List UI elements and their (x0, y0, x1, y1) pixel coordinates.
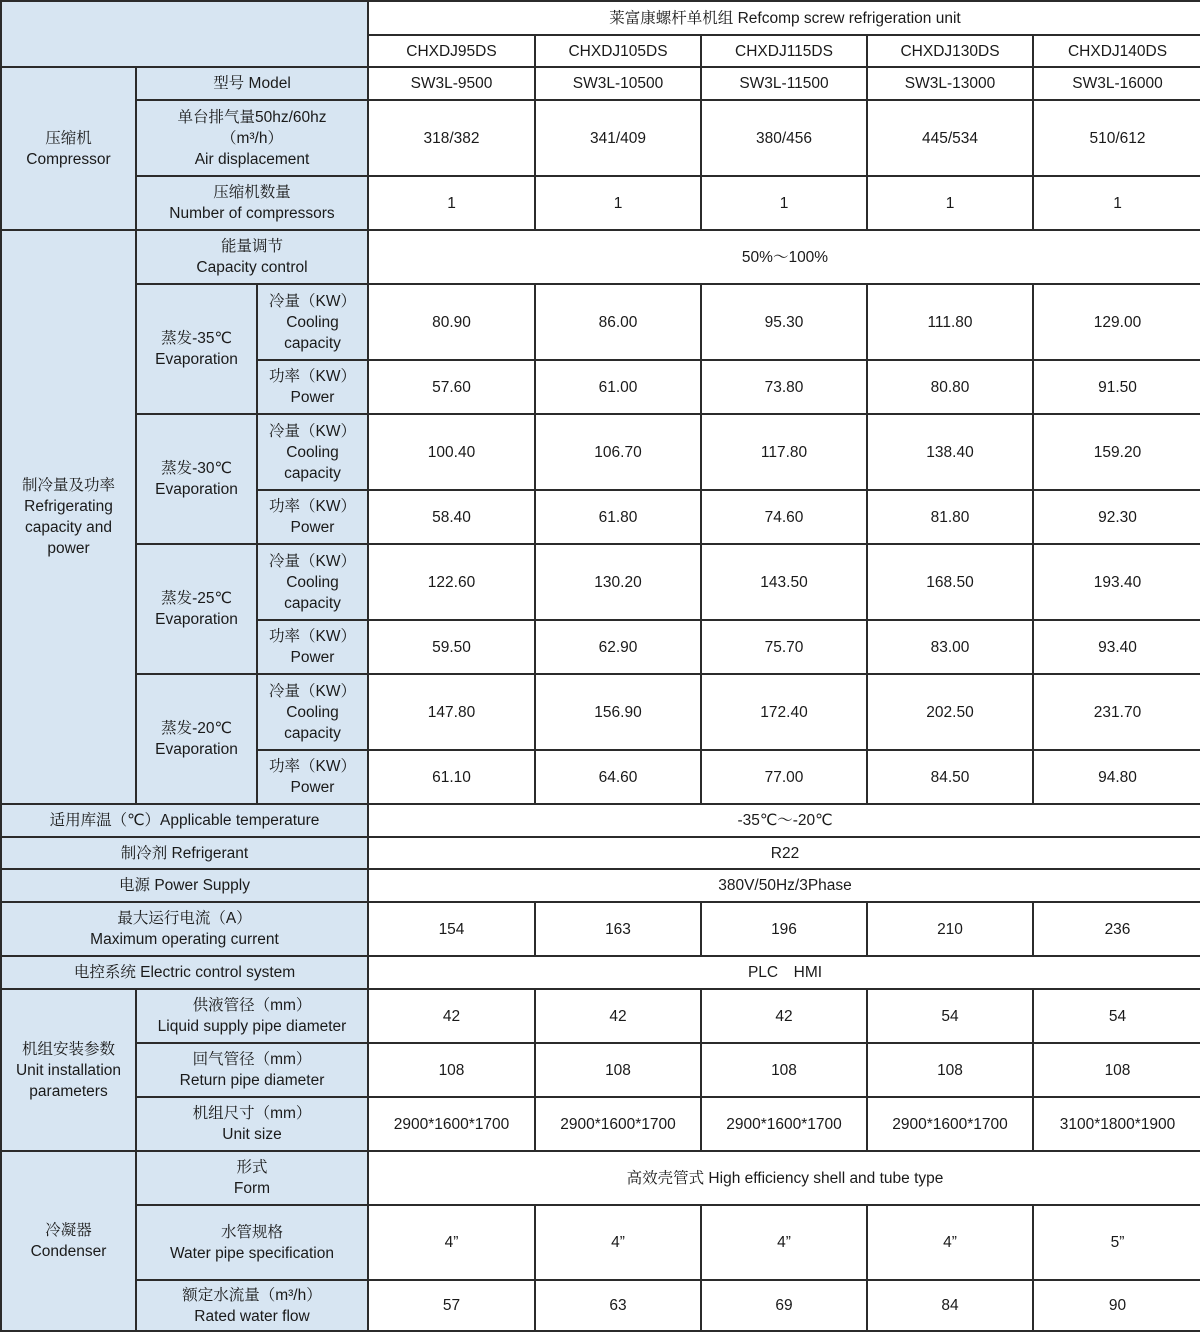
value-cell: 111.80 (867, 284, 1033, 360)
label-line: capacity (284, 594, 341, 612)
label-line: 蒸发-35℃ (161, 330, 232, 347)
label-line: Air displacement (194, 150, 310, 168)
label-line: 冷量（KW） (269, 422, 356, 440)
value-cell: 4” (535, 1205, 701, 1280)
label-line: Capacity control (196, 259, 308, 276)
power-supply-row (1, 869, 1200, 902)
row-label (136, 989, 368, 1043)
label-line: Evaporation (155, 741, 238, 758)
value-cell: 69 (701, 1280, 867, 1331)
model-name-cell: CHXDJ140DS (1033, 35, 1200, 67)
value-cell: 86.00 (535, 284, 701, 360)
value-cell: 54 (867, 989, 1033, 1043)
value-cell: 163 (535, 902, 701, 956)
value-cell: 42 (701, 989, 867, 1043)
value-cell: 210 (867, 902, 1033, 956)
unit-size-row (1, 1097, 1200, 1151)
label-line: power (47, 540, 90, 557)
cooling-row-minus30 (1, 414, 1200, 490)
label-line: Number of compressors (169, 205, 335, 222)
value-cell: 138.40 (867, 414, 1033, 490)
label-line: 冷量（KW） (269, 292, 356, 310)
label-line: Cooling (286, 443, 339, 461)
model-name-cell: CHXDJ130DS (867, 35, 1033, 67)
value-cell: 58.40 (368, 490, 535, 544)
water-flow-row (1, 1280, 1200, 1331)
applicable-temperature-row (1, 804, 1200, 837)
value-cell: 108 (368, 1043, 535, 1097)
label-line: 冷量（KW） (269, 552, 356, 570)
label-line: 机组安装参数 (21, 1040, 115, 1058)
label-line: 蒸发-25℃ (161, 590, 232, 607)
value-cell: 100.40 (368, 414, 535, 490)
condenser-group-label (1, 1151, 136, 1331)
value-cell: 4” (368, 1205, 535, 1280)
label-line: 电控系统 Electric control system (73, 964, 296, 981)
label-line: Compressor (26, 150, 111, 168)
row-label (136, 1151, 368, 1205)
value-cell-span: R22 (368, 837, 1200, 869)
value-cell: 4” (867, 1205, 1033, 1280)
value-cell: 93.40 (1033, 620, 1200, 674)
value-cell: 80.90 (368, 284, 535, 360)
label-line: capacity (284, 334, 341, 352)
value-cell: 42 (368, 989, 535, 1043)
label-line: 蒸发-20℃ (161, 720, 232, 737)
label-line: Refrigerating (24, 498, 113, 515)
label-line: Evaporation (155, 351, 238, 368)
max-current-row (1, 902, 1200, 956)
condenser-form-row (1, 1151, 1200, 1205)
row-label (1, 956, 368, 989)
water-pipe-row (1, 1205, 1200, 1280)
label-line: 制冷量及功率 (21, 477, 115, 494)
label-line: Power (290, 519, 335, 536)
capacity-control-row (1, 230, 1200, 284)
value-cell: 129.00 (1033, 284, 1200, 360)
value-cell-span: PLC HMI (368, 956, 1200, 989)
compressor-count-row (1, 176, 1200, 230)
value-cell: 2900*1600*1700 (535, 1097, 701, 1151)
label-line: 最大运行电流（A） (117, 910, 252, 927)
value-cell: 92.30 (1033, 490, 1200, 544)
row-label (1, 869, 368, 902)
air-displacement-row (1, 100, 1200, 176)
value-cell: 2900*1600*1700 (368, 1097, 535, 1151)
label-line: Rated water flow (194, 1307, 310, 1325)
evaporation-label (136, 284, 257, 414)
label-line: 能量调节 (220, 238, 283, 255)
value-cell: 63 (535, 1280, 701, 1331)
value-cell: 2900*1600*1700 (701, 1097, 867, 1151)
value-cell: 54 (1033, 989, 1200, 1043)
value-cell: 1 (867, 176, 1033, 230)
power-label (257, 620, 368, 674)
value-cell: 2900*1600*1700 (867, 1097, 1033, 1151)
model-name-cell: CHXDJ115DS (701, 35, 867, 67)
row-label (1, 837, 368, 869)
refrigeration-group-label (1, 230, 136, 804)
value-cell: 154 (368, 902, 535, 956)
value-cell: 80.80 (867, 360, 1033, 414)
value-cell: 94.80 (1033, 750, 1200, 804)
control-system-row (1, 956, 1200, 989)
label-line: Cooling (286, 313, 339, 331)
value-cell: 84 (867, 1280, 1033, 1331)
row-label (136, 1097, 368, 1151)
value-cell: 1 (701, 176, 867, 230)
value-cell: 59.50 (368, 620, 535, 674)
value-cell: 159.20 (1033, 414, 1200, 490)
value-cell: 318/382 (368, 100, 535, 176)
header-row-title (1, 1, 1200, 35)
label-line: 蒸发-30℃ (161, 460, 232, 477)
row-label (136, 1205, 368, 1280)
model-header-cell (1, 1, 368, 67)
liquid-pipe-row (1, 989, 1200, 1043)
label-line: Condenser (30, 1243, 107, 1260)
label-line: Cooling (286, 573, 339, 591)
value-cell: 108 (535, 1043, 701, 1097)
label-line: 电源 Power Supply (119, 877, 250, 894)
value-cell: 231.70 (1033, 674, 1200, 750)
label-line: （m³/h） (220, 129, 283, 147)
label-line: Maximum operating current (90, 931, 279, 948)
value-cell: SW3L-13000 (867, 67, 1033, 100)
value-cell: 64.60 (535, 750, 701, 804)
value-cell: 90 (1033, 1280, 1200, 1331)
value-cell: 1 (368, 176, 535, 230)
label-line: Power (290, 389, 335, 406)
label-line: Power (290, 649, 335, 666)
value-cell: 445/534 (867, 100, 1033, 176)
label-line: Water pipe specification (170, 1244, 334, 1262)
value-cell: 108 (701, 1043, 867, 1097)
value-cell: SW3L-10500 (535, 67, 701, 100)
label-line: 冷凝器 (45, 1222, 92, 1239)
label-line: Unit size (222, 1126, 282, 1143)
compressor-group-label (1, 67, 136, 230)
value-cell: 1 (1033, 176, 1200, 230)
evaporation-label (136, 414, 257, 544)
cooling-row-minus20 (1, 674, 1200, 750)
value-cell: 130.20 (535, 544, 701, 620)
label-line: 制冷剂 Refrigerant (120, 844, 249, 862)
label-line: 型号 Model (213, 75, 291, 92)
value-cell: SW3L-11500 (701, 67, 867, 100)
evaporation-label (136, 674, 257, 804)
value-cell: 61.00 (535, 360, 701, 414)
value-cell: 196 (701, 902, 867, 956)
row-label (136, 1043, 368, 1097)
label-line: 适用库温（℃）Applicable temperature (49, 812, 320, 829)
value-cell: SW3L-16000 (1033, 67, 1200, 100)
label-line: 回气管径（mm） (192, 1051, 312, 1068)
value-cell: 3100*1800*1900 (1033, 1097, 1200, 1151)
row-label (136, 176, 368, 230)
value-cell: SW3L-9500 (368, 67, 535, 100)
compressor-model-row (1, 67, 1200, 100)
label-line: 单台排气量50hz/60hz (177, 108, 327, 126)
cooling-label (257, 414, 368, 490)
value-cell-span: 380V/50Hz/3Phase (368, 869, 1200, 902)
value-cell: 380/456 (701, 100, 867, 176)
label-line: capacity (284, 464, 341, 482)
value-cell: 156.90 (535, 674, 701, 750)
label-line: Power (290, 779, 335, 796)
power-label (257, 360, 368, 414)
label-line: parameters (29, 1082, 108, 1100)
value-cell: 91.50 (1033, 360, 1200, 414)
label-line: Liquid supply pipe diameter (157, 1018, 347, 1035)
installation-group-label (1, 989, 136, 1151)
row-label (1, 804, 368, 837)
value-cell: 117.80 (701, 414, 867, 490)
label-line: 形式 (236, 1159, 268, 1176)
label-line: 机组尺寸（mm） (192, 1105, 312, 1122)
value-cell: 341/409 (535, 100, 701, 176)
value-cell: 61.80 (535, 490, 701, 544)
label-line: 功率（KW） (269, 368, 356, 385)
value-cell-span: -35℃～-20℃ (368, 804, 1200, 837)
cooling-label (257, 674, 368, 750)
label-line: Evaporation (155, 481, 238, 498)
model-name-cell: CHXDJ105DS (535, 35, 701, 67)
label-line: Unit installation (15, 1061, 122, 1079)
cooling-row-minus25 (1, 544, 1200, 620)
row-label (1, 902, 368, 956)
row-label (136, 1280, 368, 1331)
power-label (257, 490, 368, 544)
value-cell: 57.60 (368, 360, 535, 414)
value-cell: 42 (535, 989, 701, 1043)
row-label (136, 67, 368, 100)
value-cell: 62.90 (535, 620, 701, 674)
label-line: 功率（KW） (269, 498, 356, 515)
label-line: 额定水流量（m³/h） (182, 1286, 322, 1304)
value-cell: 172.40 (701, 674, 867, 750)
label-line: 水管规格 (220, 1223, 283, 1241)
value-cell: 74.60 (701, 490, 867, 544)
value-cell: 193.40 (1033, 544, 1200, 620)
value-cell: 61.10 (368, 750, 535, 804)
label-line: capacity and (24, 519, 113, 536)
value-cell: 202.50 (867, 674, 1033, 750)
label-line: 供液管径（mm） (192, 997, 312, 1014)
model-name-cell: CHXDJ95DS (368, 35, 535, 67)
label-line: Evaporation (155, 611, 238, 628)
unit-title-cell: 莱富康螺杆单机组 Refcomp screw refrigeration unit (368, 1, 1200, 35)
label-line: capacity (284, 724, 341, 742)
cooling-row-minus35 (1, 284, 1200, 360)
value-cell: 81.80 (867, 490, 1033, 544)
row-label (136, 100, 368, 176)
value-cell: 77.00 (701, 750, 867, 804)
value-cell: 73.80 (701, 360, 867, 414)
value-cell: 108 (867, 1043, 1033, 1097)
label-line: Return pipe diameter (179, 1072, 325, 1089)
value-cell: 1 (535, 176, 701, 230)
value-cell: 84.50 (867, 750, 1033, 804)
value-cell: 5” (1033, 1205, 1200, 1280)
cooling-label (257, 544, 368, 620)
label-line: Cooling (286, 703, 339, 721)
label-line: Form (233, 1180, 271, 1197)
value-cell: 168.50 (867, 544, 1033, 620)
value-cell: 95.30 (701, 284, 867, 360)
value-cell-span: 高效壳管式 High efficiency shell and tube type (368, 1151, 1200, 1205)
value-cell: 122.60 (368, 544, 535, 620)
label-line: 压缩机 (45, 129, 92, 147)
value-cell: 4” (701, 1205, 867, 1280)
row-label (136, 230, 368, 284)
value-cell: 83.00 (867, 620, 1033, 674)
return-pipe-row (1, 1043, 1200, 1097)
label-line: 功率（KW） (269, 628, 356, 645)
power-label (257, 750, 368, 804)
value-cell: 147.80 (368, 674, 535, 750)
value-cell: 108 (1033, 1043, 1200, 1097)
value-cell: 510/612 (1033, 100, 1200, 176)
value-cell: 57 (368, 1280, 535, 1331)
label-line: 压缩机数量 (213, 184, 291, 201)
value-cell: 75.70 (701, 620, 867, 674)
value-cell: 106.70 (535, 414, 701, 490)
label-line: 冷量（KW） (269, 682, 356, 700)
value-cell-span: 50%～100% (368, 230, 1200, 284)
evaporation-label (136, 544, 257, 674)
cooling-label (257, 284, 368, 360)
value-cell: 143.50 (701, 544, 867, 620)
refrigerant-row (1, 837, 1200, 869)
label-line: 功率（KW） (269, 758, 356, 775)
value-cell: 236 (1033, 902, 1200, 956)
